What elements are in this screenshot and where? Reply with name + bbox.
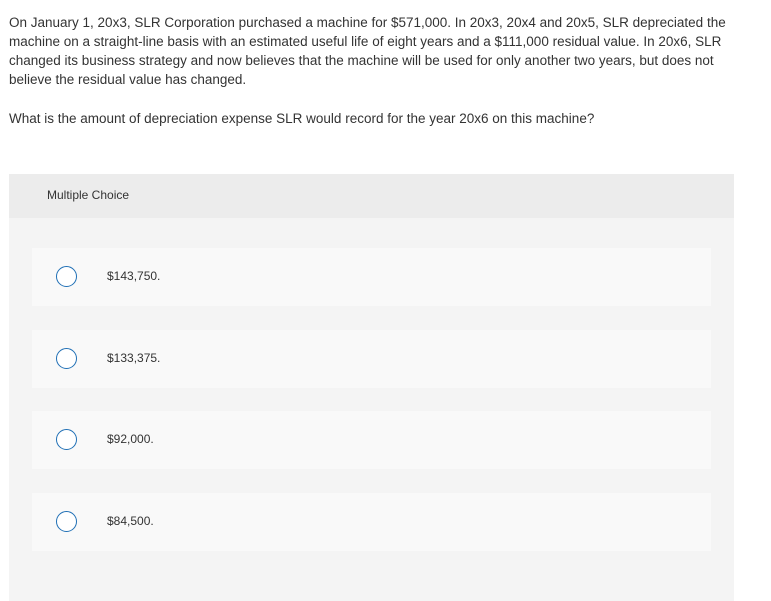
- choice-label: $92,000.: [107, 432, 154, 446]
- radio-button-icon[interactable]: [56, 511, 77, 532]
- choice-option-1[interactable]: [32, 248, 711, 306]
- multiple-choice-panel: [9, 174, 734, 601]
- choice-label: $84,500.: [107, 514, 154, 528]
- choice-option-4[interactable]: [32, 493, 711, 551]
- multiple-choice-header: [9, 174, 734, 218]
- choice-label: $133,375.: [107, 351, 161, 365]
- question-prompt: What is the amount of depreciation expense SLR would record for the year 20x6 on this machine?: [9, 111, 595, 126]
- choice-option-3[interactable]: [32, 411, 711, 469]
- radio-button-icon[interactable]: [56, 429, 77, 450]
- question-stem: On January 1, 20x3, SLR Corporation purchased a machine for $571,000. In 20x3, 20x4 and 20x5, SLR depreciated the machine on a straight-line basis with an estimated useful life of eight years and a $111,000 residual value. In 20x6, SLR changed its business strategy and now believes that the machine will be used for only another two years, but does not believe the residual value has changed.: [9, 15, 726, 87]
- choice-label: $143,750.: [107, 269, 161, 283]
- radio-button-icon[interactable]: [56, 348, 77, 369]
- multiple-choice-title: Multiple Choice: [47, 188, 130, 202]
- radio-button-icon[interactable]: [56, 266, 77, 287]
- choice-option-2[interactable]: [32, 330, 711, 388]
